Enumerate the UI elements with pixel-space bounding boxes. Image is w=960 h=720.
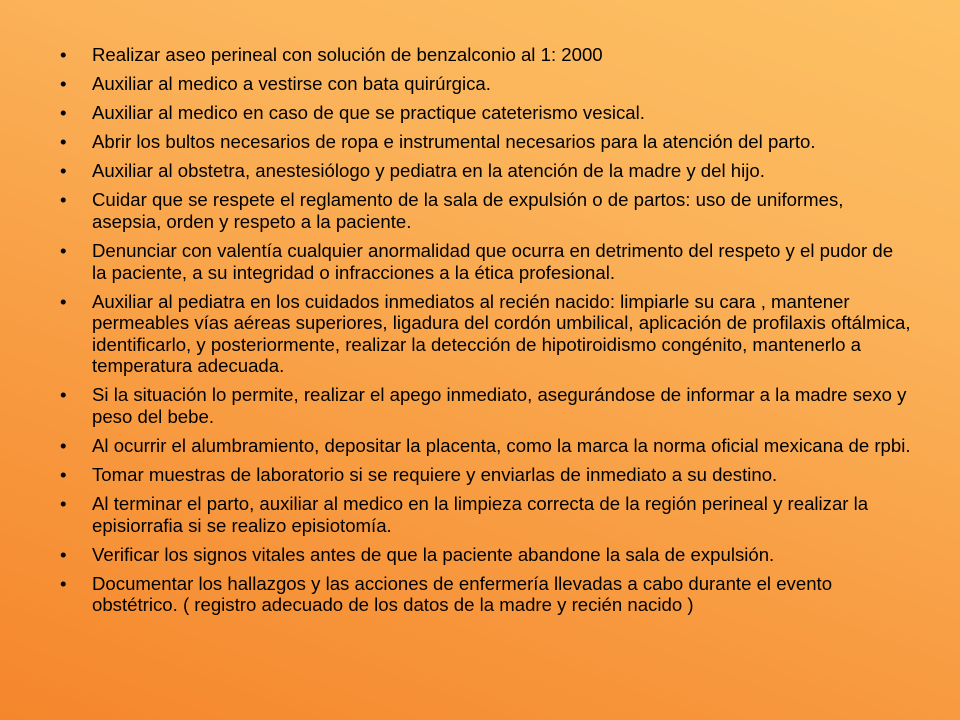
list-item-text: Denunciar con valentía cualquier anormalidad que ocurra en detrimento del respeto y el pudor de la paciente, a su integridad o infracciones a la ética profesional. (92, 240, 894, 283)
list-item-text: Abrir los bultos necesarios de ropa e instrumental necesarios para la atención del parto. (92, 131, 816, 153)
list-item (60, 464, 912, 486)
list-item (60, 573, 912, 616)
list-item (60, 493, 912, 536)
bullet-icon: • (60, 384, 67, 406)
list-item (60, 102, 912, 124)
bullet-icon: • (60, 290, 67, 312)
list-item-text: Realizar aseo perineal con solución de benzalconio al 1: 2000 (92, 44, 603, 65)
bullet-icon: • (60, 44, 67, 65)
list-item (60, 384, 912, 427)
list-item (60, 435, 912, 457)
bullet-list (60, 44, 912, 623)
bullet-icon: • (60, 463, 67, 485)
list-item-text: Al terminar el parto, auxiliar al medico en la limpieza correcta de la región perineal y realizar la episiorrafia si se realizo episiotomía. (92, 493, 869, 536)
list-item (60, 160, 912, 182)
bullet-icon: • (60, 131, 67, 153)
list-item-text: Al ocurrir el alumbramiento, depositar la placenta, como la marca la norma oficial mexicana de rpbi. (92, 434, 911, 456)
bullet-icon: • (60, 240, 67, 262)
bullet-icon: • (60, 189, 67, 211)
list-item (60, 73, 912, 95)
list-item-text: Documentar los hallazgos y las acciones de enfermería llevadas a cabo durante el evento obstétrico. ( registro adecuado de los datos de la madre y recién nacido ) (92, 572, 833, 616)
list-item-text: Auxiliar al medico a vestirse con bata quirúrgica. (92, 73, 491, 95)
bullet-icon: • (60, 160, 67, 182)
bullet-icon: • (60, 434, 67, 456)
bullet-icon: • (60, 73, 67, 95)
bullet-icon: • (60, 572, 67, 594)
list-item (60, 291, 912, 377)
list-item-text: Auxiliar al obstetra, anestesiólogo y pediatra en la atención de la madre y del hijo. (92, 160, 765, 182)
list-item (60, 131, 912, 153)
list-item (60, 189, 912, 232)
list-item-text: Tomar muestras de laboratorio si se requiere y enviarlas de inmediato a su destino. (92, 463, 778, 485)
list-item (60, 544, 912, 566)
bullet-icon: • (60, 102, 67, 124)
list-item-text: Auxiliar al pediatra en los cuidados inmediatos al recién nacido: limpiarle su cara , mantener permeables vías aéreas superiores, ligadura del cordón umbilical, aplicación de profilaxis oftálmica, identificarlo, y posteriormente, realizar la detección de hipotiroidismo congénito, mantenerlo a temperatura adecuada. (92, 290, 911, 377)
list-item (60, 240, 912, 283)
bullet-icon: • (60, 493, 67, 515)
list-item-text: Cuidar que se respete el reglamento de la sala de expulsión o de partos: uso de uniformes, asepsia, orden y respeto a la paciente. (92, 189, 844, 232)
list-item-text: Auxiliar al medico en caso de que se practique cateterismo vesical. (92, 102, 645, 124)
bullet-icon: • (60, 543, 67, 565)
list-item (60, 44, 912, 66)
list-item-text: Verificar los signos vitales antes de que la paciente abandone la sala de expulsión. (92, 543, 775, 565)
list-item-text: Si la situación lo permite, realizar el apego inmediato, asegurándose de informar a la madre sexo y peso del bebe. (92, 384, 907, 427)
